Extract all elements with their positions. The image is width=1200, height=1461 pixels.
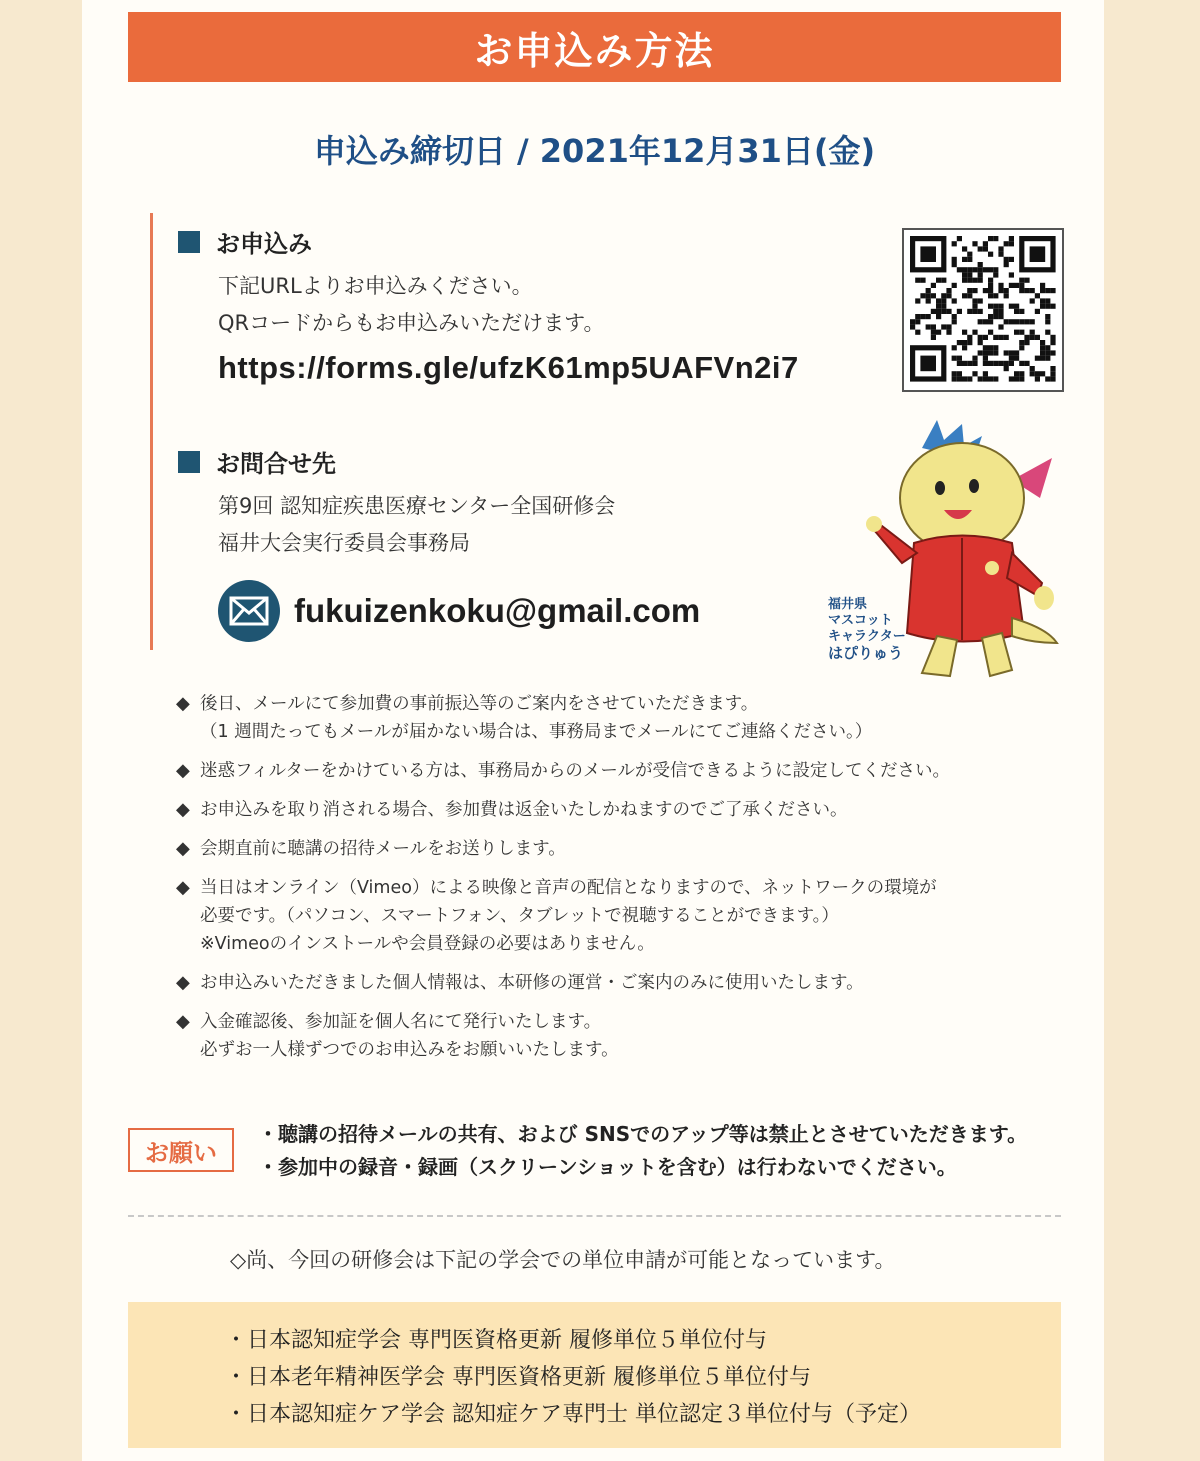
- credit-intro: ◇尚、今回の研修会は下記の学会での単位申請が可能となっています。: [230, 1248, 896, 1272]
- deadline-text: 申込み締切日 / 2021年12月31日(金): [313, 132, 876, 170]
- note-line: お申込みいただきました個人情報は、本研修の運営・ご案内のみに使用いたします。: [200, 973, 864, 993]
- mascot-name: はぴりゅう: [828, 644, 904, 662]
- note-line: 当日はオンライン（Vimeo）による映像と音声の配信となりますので、ネットワークの環境が: [200, 878, 937, 898]
- note-text: [200, 874, 937, 958]
- contact-org-line-2: 福井大会実行委員会事務局: [218, 531, 470, 555]
- contact-heading: [178, 444, 336, 479]
- request-label: お願い: [145, 1138, 217, 1167]
- contact-org-line-1: 第9回 認知症疾患医療センター全国研修会: [218, 494, 616, 518]
- diamond-bullet-icon: ◆: [176, 799, 190, 820]
- note-text: [200, 796, 848, 824]
- application-instructions: [218, 268, 604, 342]
- dashed-divider: [128, 1215, 1061, 1217]
- credit-list: [225, 1322, 921, 1433]
- credit-item-1: ・日本認知症学会 専門医資格更新 履修単位５単位付与: [225, 1328, 767, 1353]
- note-text: [200, 690, 872, 746]
- note-line: 後日、メールにて参加費の事前振込等のご案内をさせていただきます。: [200, 694, 759, 714]
- application-line-1: 下記URLよりお申込みください。: [218, 274, 533, 298]
- note-item: [176, 1008, 1056, 1064]
- application-heading: [178, 224, 312, 259]
- request-item-2: ・参加中の録音・録画（スクリーンショットを含む）は行わないでください。: [258, 1155, 957, 1179]
- mascot-caption-line-1: 福井県: [828, 597, 868, 612]
- qr-code[interactable]: [902, 228, 1064, 392]
- note-text: [200, 1008, 619, 1064]
- square-bullet-icon: [178, 231, 200, 253]
- note-item: [176, 874, 1056, 958]
- contact-email-link[interactable]: fukuizenkoku@gmail.com: [294, 592, 701, 629]
- diamond-bullet-icon: ◆: [176, 1011, 190, 1032]
- page-title: お申込み方法: [474, 28, 715, 73]
- mascot-caption-line-2: マスコット: [828, 613, 893, 628]
- note-line: お申込みを取り消される場合、参加費は返金いたしかねますのでご了承ください。: [200, 800, 848, 820]
- note-line: 必要です。（パソコン、スマートフォン、タブレットで視聴することができます。）: [200, 906, 839, 926]
- note-item: [176, 796, 1056, 824]
- email-row: [218, 580, 700, 642]
- mascot-caption: [828, 597, 906, 661]
- note-line: （1 週間たってもメールが届かない場合は、事務局までメールにてご連絡ください。）: [200, 722, 873, 742]
- mail-icon: [218, 580, 280, 642]
- credit-item-3: ・日本認知症ケア学会 認知症ケア専門士 単位認定３単位付与（予定）: [225, 1402, 921, 1427]
- page-title-banner: [128, 12, 1061, 82]
- credit-item-2: ・日本老年精神医学会 専門医資格更新 履修単位５単位付与: [225, 1365, 811, 1390]
- note-text: [200, 835, 566, 863]
- note-line: 迷惑フィルターをかけている方は、事務局からのメールが受信できるように設定してください。: [200, 761, 951, 781]
- note-item: [176, 757, 1056, 785]
- note-item: [176, 835, 1056, 863]
- note-item: [176, 969, 1056, 997]
- note-line: 入金確認後、参加証を個人名にて発行いたします。: [200, 1012, 602, 1032]
- note-line: ※Vimeoのインストールや会員登録の必要はありません。: [200, 934, 655, 954]
- application-url-link[interactable]: https://forms.gle/ufzK61mp5UAFVn2i7: [218, 350, 799, 385]
- contact-organization: [218, 488, 615, 562]
- note-text: [200, 969, 864, 997]
- request-items: [258, 1118, 1027, 1184]
- diamond-bullet-icon: ◆: [176, 838, 190, 859]
- notes-list: [176, 690, 1056, 1075]
- contact-heading-text: お問合せ先: [216, 450, 336, 478]
- section-accent-line: [150, 213, 153, 650]
- square-bullet-icon: [178, 451, 200, 473]
- request-item-1: ・聴講の招待メールの共有、および SNSでのアップ等は禁止とさせていただきます。: [258, 1122, 1028, 1146]
- diamond-bullet-icon: ◆: [176, 760, 190, 781]
- note-line: 必ずお一人様ずつでのお申込みをお願いいたします。: [200, 1040, 619, 1060]
- diamond-bullet-icon: ◆: [176, 877, 190, 898]
- diamond-bullet-icon: ◆: [176, 972, 190, 993]
- application-line-2: QRコードからもお申込みいただけます。: [218, 311, 605, 335]
- mascot-caption-line-3: キャラクター: [828, 629, 906, 644]
- note-line: 会期直前に聴講の招待メールをお送りします。: [200, 839, 566, 859]
- note-text: [200, 757, 950, 785]
- note-item: [176, 690, 1056, 746]
- request-label-box: [128, 1128, 234, 1172]
- application-heading-text: お申込み: [216, 230, 312, 258]
- diamond-bullet-icon: ◆: [176, 693, 190, 714]
